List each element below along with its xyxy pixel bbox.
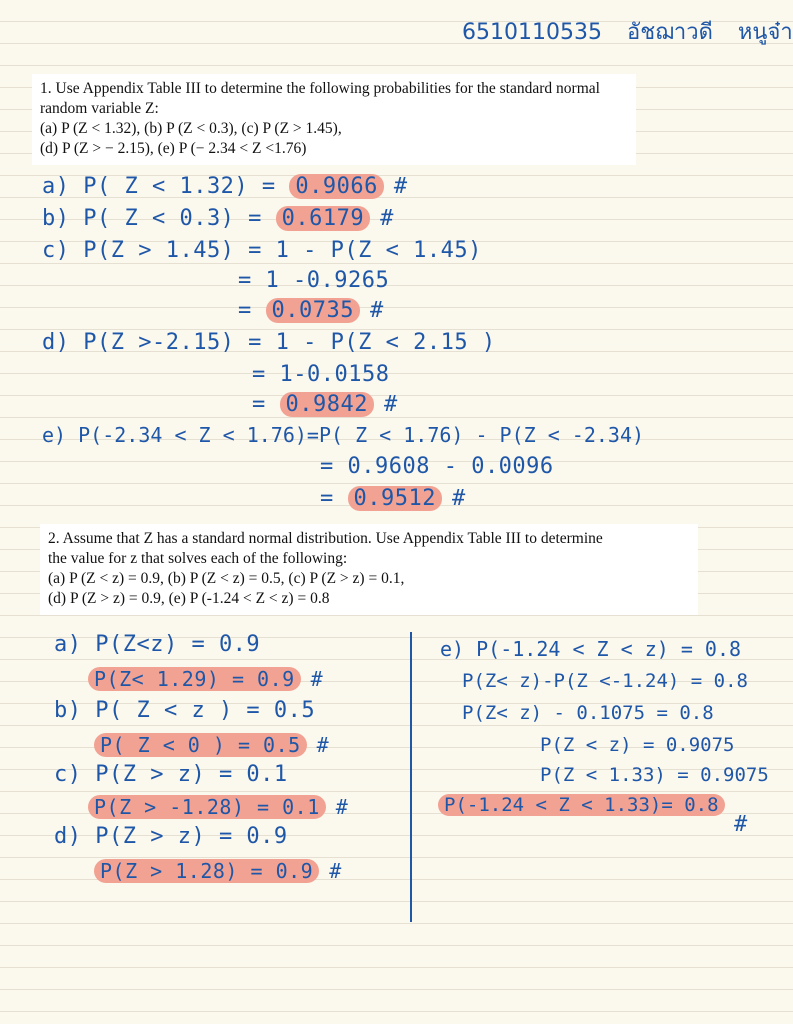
answer-2b-work: b) P( Z < z ) = 0.5	[54, 698, 316, 723]
answer-2c-final	[88, 794, 348, 820]
answer-1d-final	[252, 392, 398, 418]
answer-1b	[42, 206, 394, 232]
answer-1d-prefix: =	[252, 392, 280, 417]
student-header	[462, 14, 793, 49]
answer-1c-final	[238, 298, 384, 324]
answer-2d-work: d) P(Z > z) = 0.9	[54, 824, 288, 849]
question-2-line: (a) P (Z < z) = 0.9, (b) P (Z < z) = 0.5, (c) P (Z > z) = 0.1,	[48, 570, 405, 587]
answer-1c-work: c) P(Z > 1.45) = 1 - P(Z < 1.45)	[42, 238, 482, 263]
question-1-line: (a) P (Z < 1.32), (b) P (Z < 0.3), (c) P (Z > 1.45),	[40, 120, 342, 137]
hash-mark-icon: #	[369, 298, 384, 323]
answer-2e-step2: P(Z< z) - 0.1075 = 0.8	[462, 702, 714, 724]
hash-mark-icon: #	[383, 392, 398, 417]
answer-2a-work: a) P(Z<z) = 0.9	[54, 632, 261, 657]
answer-1d-step: = 1-0.0158	[252, 362, 390, 387]
answer-1c-result: 0.0735	[266, 298, 360, 323]
hash-mark-icon: #	[734, 812, 748, 837]
answer-2a-final	[88, 666, 323, 692]
question-1-line: (d) P (Z > − 2.15), (e) P (− 2.34 < Z <1.76)	[40, 140, 307, 157]
answer-1d-work: d) P(Z >-2.15) = 1 - P(Z < 2.15 )	[42, 330, 496, 355]
hash-mark-icon: #	[451, 486, 466, 511]
answer-2e-step4: P(Z < 1.33) = 0.9075	[540, 764, 769, 786]
answer-1e-prefix: =	[320, 486, 348, 511]
answer-2c-work: c) P(Z > z) = 0.1	[54, 762, 288, 787]
hash-mark-icon: #	[335, 795, 349, 819]
answer-2b-final	[94, 732, 329, 758]
question-1-box	[32, 74, 636, 165]
answer-1a	[42, 174, 408, 200]
answer-1e-work: e) P(-2.34 < Z < 1.76)=P( Z < 1.76) - P(Z < -2.34)	[42, 423, 645, 447]
hash-mark-icon: #	[310, 667, 324, 691]
answer-1a-work: a) P( Z < 1.32) =	[42, 174, 290, 199]
question-1-line: random variable Z:	[40, 100, 159, 117]
answer-2d-result: P(Z > 1.28) = 0.9	[94, 859, 319, 883]
hash-mark-icon: #	[329, 859, 342, 883]
question-2-line: (d) P (Z > z) = 0.9, (e) P (-1.24 < Z < z) = 0.8	[48, 590, 330, 607]
hash-mark-icon: #	[380, 206, 394, 231]
student-name: อัชฌาวดี	[626, 20, 713, 45]
answer-2e-step3: P(Z < z) = 0.9075	[540, 734, 735, 756]
answer-1e-step: = 0.9608 - 0.0096	[320, 454, 554, 479]
answer-1a-result: 0.9066	[289, 174, 383, 199]
answer-2e-work: e) P(-1.24 < Z < z) = 0.8	[440, 637, 742, 661]
answer-2e-step1: P(Z< z)-P(Z <-1.24) = 0.8	[462, 670, 748, 692]
answer-2c-result: P(Z > -1.28) = 0.1	[88, 795, 326, 819]
hash-mark-icon: #	[316, 733, 330, 757]
answer-2d-final	[94, 858, 342, 884]
question-2-line: the value for z that solves each of the following:	[48, 550, 348, 567]
question-1-line: 1. Use Appendix Table III to determine the following probabilities for the standard normal	[40, 80, 600, 97]
answer-1e-result: 0.9512	[348, 486, 442, 511]
answer-2a-result: P(Z< 1.29) = 0.9	[88, 667, 301, 691]
answer-1b-work: b) P( Z < 0.3) =	[42, 206, 276, 231]
column-divider	[410, 632, 412, 922]
answer-2e-final	[438, 792, 725, 818]
answer-1c-step: = 1 -0.9265	[238, 268, 390, 293]
answer-1e-final	[320, 486, 466, 512]
hash-mark-icon: #	[393, 174, 408, 199]
answer-1d-result: 0.9842	[280, 392, 374, 417]
student-nickname: หนูจ๋า	[737, 20, 793, 45]
answer-2b-result: P( Z < 0 ) = 0.5	[94, 733, 307, 757]
question-2-line: 2. Assume that Z has a standard normal distribution. Use Appendix Table III to determine	[48, 530, 603, 547]
student-id: 6510110535	[462, 20, 602, 45]
answer-1b-result: 0.6179	[276, 206, 370, 231]
question-2-box	[40, 524, 698, 615]
answer-1c-prefix: =	[238, 298, 266, 323]
answer-2e-result: P(-1.24 < Z < 1.33)= 0.8	[438, 794, 725, 816]
